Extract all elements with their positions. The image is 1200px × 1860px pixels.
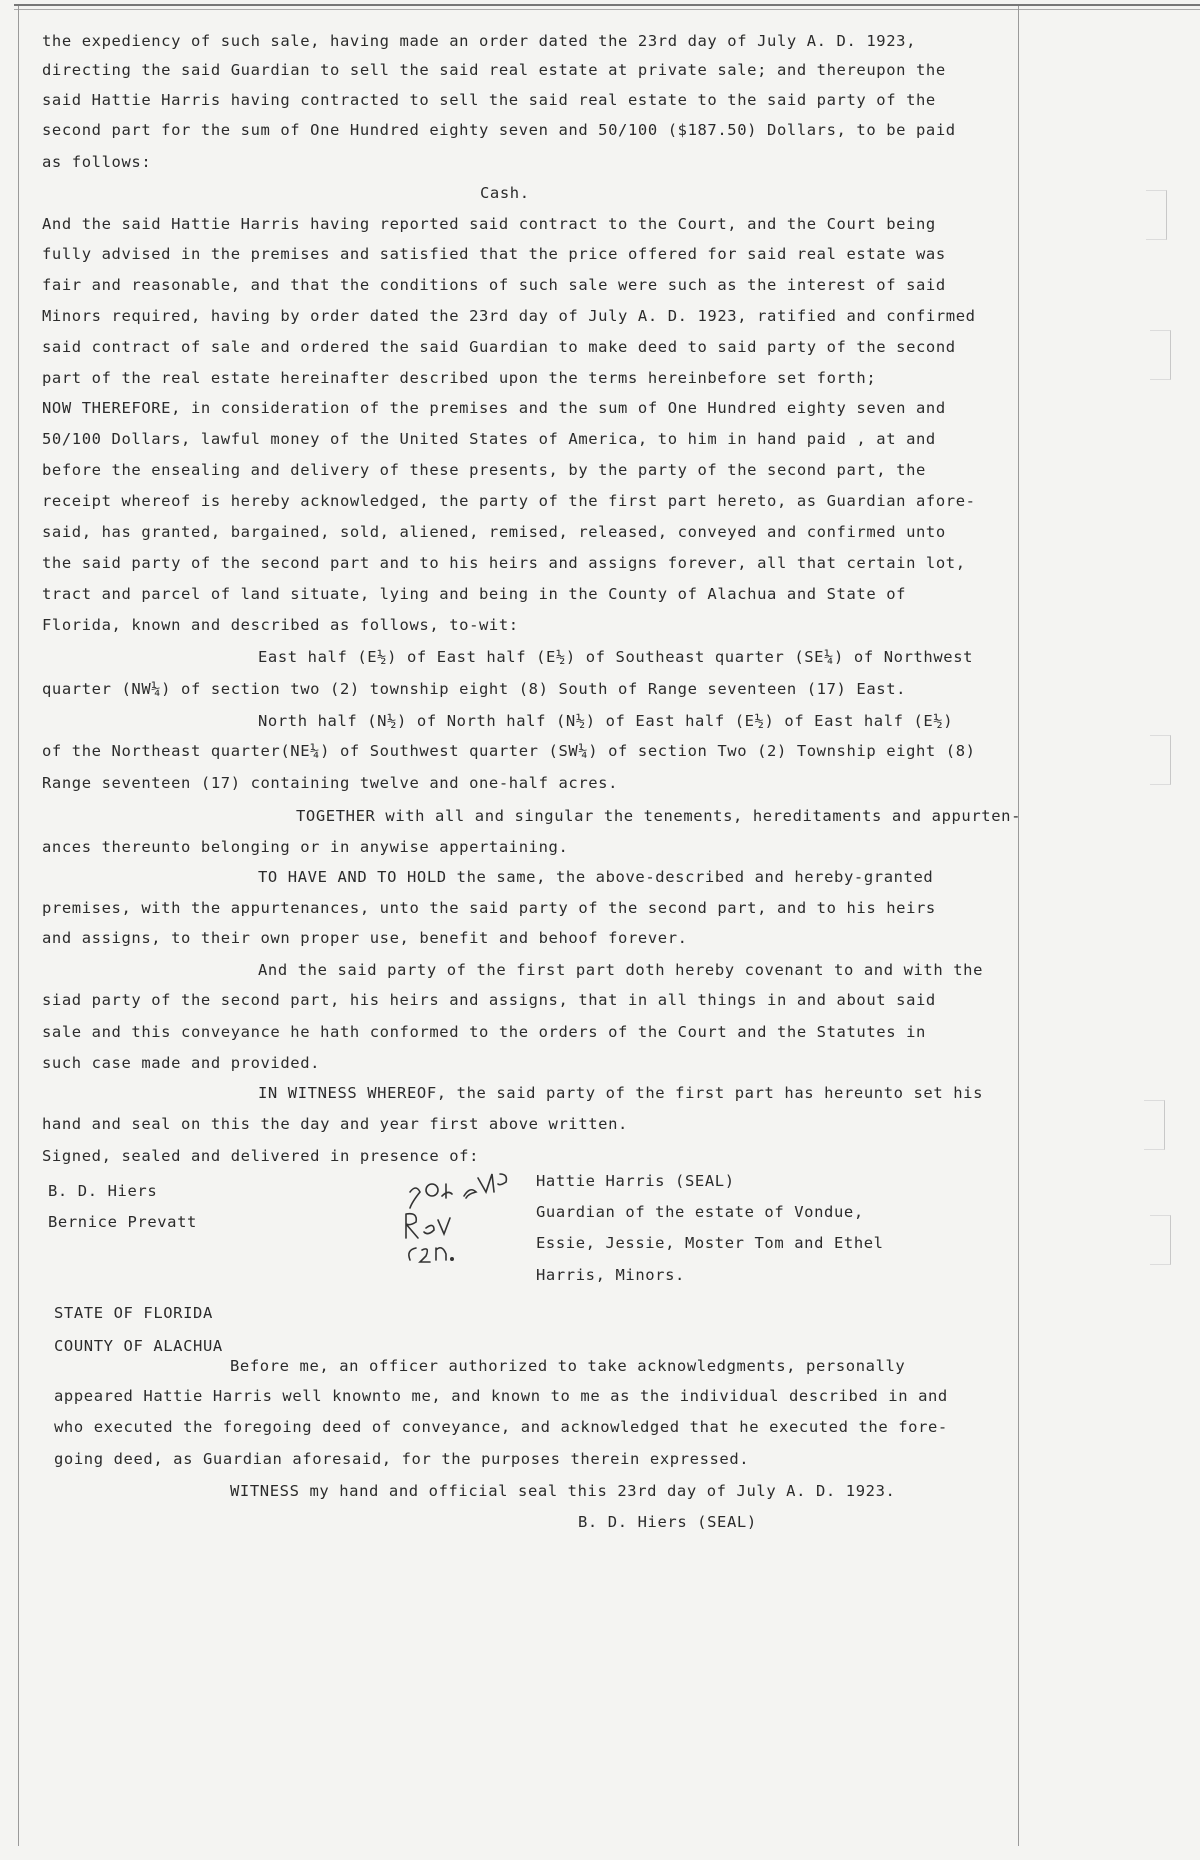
body-line: NOW THEREFORE, in consideration of the premises and the sum of One Hundred eighty seven and (42, 399, 946, 417)
legal-description-line: East half (E½) of East half (E½) of Southeast quarter (SE¼) of Northwest (258, 648, 974, 666)
body-line: fully advised in the premises and satisfied that the price offered for said real estate was (42, 245, 946, 263)
body-line: such case made and provided. (42, 1054, 321, 1072)
body-line: receipt whereof is hereby acknowledged, the party of the first part hereto, as Guardian afore- (42, 492, 976, 510)
witness-name: B. D. Hiers (48, 1182, 158, 1200)
payment-terms: Cash. (480, 184, 530, 202)
margin-mark (1150, 330, 1171, 380)
acknowledgment-line: who executed the foregoing deed of conveyance, and acknowledged that he executed the fore- (54, 1418, 948, 1436)
grantor-title: Guardian of the estate of Vondue, (536, 1203, 864, 1221)
witness-name: Bernice Prevatt (48, 1213, 197, 1231)
acknowledgment-line: appeared Hattie Harris well knownto me, and known to me as the individual described in and (54, 1387, 948, 1405)
margin-mark (1150, 1215, 1171, 1265)
grantor-title: Harris, Minors. (536, 1266, 685, 1284)
body-line: Florida, known and described as follows, to-wit: (42, 616, 519, 634)
body-line: And the said Hattie Harris having reported said contract to the Court, and the Court being (42, 215, 936, 233)
top-rule (14, 4, 1200, 6)
testimonium: IN WITNESS WHEREOF, the said party of the first part has hereunto set his (258, 1084, 984, 1102)
body-line: the expediency of such sale, having made an order dated the 23rd day of July A. D. 1923, (42, 32, 916, 50)
legal-description-line: quarter (NW¼) of section two (2) township eight (8) South of Range seventeen (17) East. (42, 680, 907, 698)
legal-description-line: Range seventeen (17) containing twelve and one-half acres. (42, 774, 619, 792)
margin-mark (1144, 1100, 1165, 1150)
grantor-title: Essie, Jessie, Moster Tom and Ethel (536, 1234, 884, 1252)
venue-state: STATE OF FLORIDA (54, 1304, 213, 1322)
body-line: said, has granted, bargained, sold, aliened, remised, released, conveyed and confirmed unto (42, 523, 946, 541)
body-line: second part for the sum of One Hundred eighty seven and 50/100 ($187.50) Dollars, to be paid (42, 121, 956, 139)
acknowledgment-line: WITNESS my hand and official seal this 23rd day of July A. D. 1923. (230, 1482, 896, 1500)
top-rule-secondary (14, 9, 1200, 10)
body-line: TOGETHER with all and singular the tenements, hereditaments and appurten- (296, 807, 1022, 825)
body-line: part of the real estate hereinafter described upon the terms hereinbefore set forth; (42, 369, 877, 387)
body-line: fair and reasonable, and that the conditions of such sale were such as the interest of said (42, 276, 946, 294)
body-line: And the said party of the first part doth hereby covenant to and with the (258, 961, 984, 979)
body-line: premises, with the appurtenances, unto the said party of the second part, and to his heirs (42, 899, 936, 917)
body-line: as follows: (42, 153, 152, 171)
body-line: the said party of the second part and to his heirs and assigns forever, all that certain lot, (42, 554, 966, 572)
handwritten-stamp-note (402, 1170, 532, 1270)
acknowledgment-line: going deed, as Guardian aforesaid, for the purposes therein expressed. (54, 1450, 750, 1468)
notary-signature: B. D. Hiers (SEAL) (578, 1513, 757, 1531)
attestation-clause: Signed, sealed and delivered in presence of: (42, 1147, 479, 1165)
body-line: siad party of the second part, his heirs and assigns, that in all things in and about said (42, 991, 936, 1009)
body-line: said contract of sale and ordered the said Guardian to make deed to said party of the second (42, 338, 956, 356)
body-line: TO HAVE AND TO HOLD the same, the above-described and hereby-granted (258, 868, 934, 886)
grantor-signature: Hattie Harris (SEAL) (536, 1172, 735, 1190)
margin-mark (1150, 735, 1171, 785)
body-line: 50/100 Dollars, lawful money of the United States of America, to him in hand paid , at and (42, 430, 936, 448)
body-line: Minors required, having by order dated the 23rd day of July A. D. 1923, ratified and confirmed (42, 307, 976, 325)
legal-description-line: North half (N½) of North half (N½) of East half (E½) of East half (E½) (258, 712, 954, 730)
legal-description-line: of the Northeast quarter(NE¼) of Southwest quarter (SW¼) of section Two (2) Township eight (8) (42, 742, 976, 760)
body-line: directing the said Guardian to sell the said real estate at private sale; and thereupon the (42, 61, 946, 79)
left-margin-rule (18, 6, 19, 1846)
testimonium: hand and seal on this the day and year first above written. (42, 1115, 628, 1133)
body-line: sale and this conveyance he hath conformed to the orders of the Court and the Statutes in (42, 1023, 926, 1041)
body-line: ances thereunto belonging or in anywise appertaining. (42, 838, 569, 856)
margin-mark (1146, 190, 1167, 240)
venue-county: COUNTY OF ALACHUA (54, 1337, 223, 1355)
body-line: before the ensealing and delivery of these presents, by the party of the second part, the (42, 461, 926, 479)
body-line: and assigns, to their own proper use, benefit and behoof forever. (42, 929, 688, 947)
right-margin-rule (1018, 6, 1019, 1846)
body-line: tract and parcel of land situate, lying and being in the County of Alachua and State of (42, 585, 907, 603)
body-line: said Hattie Harris having contracted to sell the said real estate to the said party of the (42, 91, 936, 109)
acknowledgment-line: Before me, an officer authorized to take acknowledgments, personally (230, 1357, 906, 1375)
